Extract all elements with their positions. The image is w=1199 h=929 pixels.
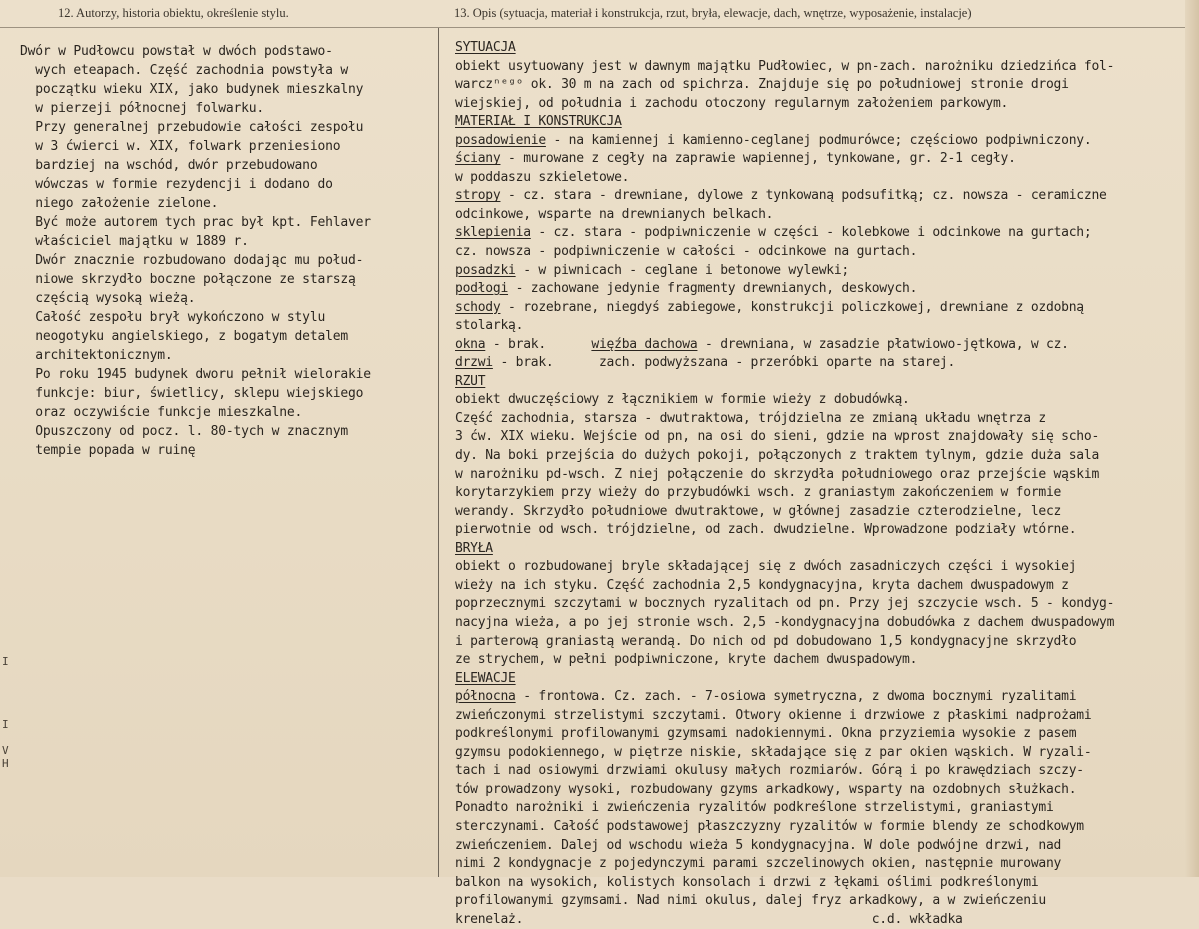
line-text: zwieńczeniem. Dalej od wschodu wieża 5 kondygnacyjna. W dole podwójne drzwi, nad [455, 837, 1062, 853]
line-text: i parterową graniastą werandą. Do nich od pd dobudowano 1,5 kondygnacyjne skrzydło [455, 633, 1077, 649]
history-line: właściciel majątku w 1889 r. [20, 234, 249, 249]
description-line [455, 317, 1185, 336]
underlined-term: stropy [455, 188, 501, 204]
section-12-heading: 12. Autorzy, historia obiektu, określenie stylu. [58, 6, 289, 20]
underlined-term: MATERIAŁ I KONSTRUKCJA [455, 114, 622, 130]
page-edge [1185, 0, 1199, 877]
description-line [455, 503, 1185, 522]
history-line: Przy generalnej przebudowie całości zespołu [20, 120, 364, 135]
description-line [455, 280, 1185, 299]
history-line: oraz oczywiście funkcje mieszkalne. [20, 405, 303, 420]
history-line: Opuszczony od pocz. l. 80-tych w znacznym [20, 424, 348, 439]
margin-mark: I [2, 718, 9, 731]
description-line [455, 466, 1185, 485]
line-text: balkon na wysokich, kolistych konsolach i drzwi z łękami oślimi podkreślonymi [455, 874, 1039, 890]
line-text: cz. nowsza - podpiwniczenie w całości - odcinkowe na gurtach. [455, 244, 918, 260]
history-line: niego założenie zielone. [20, 196, 219, 211]
history-line: Dwór w Pudłowcu powstał w dwóch podstawo- [20, 44, 333, 59]
description-line [455, 725, 1185, 744]
history-line: wych eteapach. Część zachodnia powstyła w [20, 63, 348, 78]
line-text: obiekt o rozbudowanej bryle składającej się z dwóch zasadniczych części i wysokiej [455, 559, 1077, 575]
line-text: tów prowadzony wysoki, rozbudowany gzyms arkadkowy, wsparty na ozdobnych służkach. [455, 781, 1077, 797]
underlined-term: RZUT [455, 373, 486, 389]
description-line [455, 633, 1185, 652]
line-text: obiekt usytuowany jest w dawnym majątku Pudłowiec, w pn-zach. narożniku dziedzińca fol- [455, 58, 1115, 74]
history-line: częścią wysoką wieżą. [20, 291, 196, 306]
margin-mark: H [2, 757, 9, 770]
history-line: początku wieku XIX, jako budynek mieszkalny [20, 82, 364, 97]
underlined-term: schody [455, 299, 501, 315]
description-line [455, 614, 1185, 633]
description-line [455, 651, 1185, 670]
line-text: Ponadto narożniki i zwieńczenia ryzalitów podkreślone strzelistymi, graniastymi [455, 800, 1054, 816]
underlined-term: sklepienia [455, 225, 531, 241]
line-text: obiekt dwuczęściowy z łącznikiem w formie wieży z dobudówką. [455, 392, 910, 408]
underlined-term: ściany [455, 151, 501, 167]
history-line: Dwór znacznie rozbudowano dodając mu połud- [20, 253, 364, 268]
line-text: dy. Na boki przejścia do dużych pokoji, połączonych z traktem tylnym, gdzie duża sala [455, 448, 1100, 464]
line-text: gzymsu podokiennego, w piętrze niskie, składające się z par okien wąskich. W ryzali- [455, 744, 1092, 760]
description-line [455, 169, 1185, 188]
section-13-heading: 13. Opis (sytuacja, materiał i konstrukcja, rzut, bryła, elewacje, dach, wnętrze, wyposażenie, instalacje) [454, 6, 972, 20]
description-line [455, 799, 1185, 818]
description-line [455, 39, 1185, 58]
line-text: w poddaszu szkieletowe. [455, 169, 630, 185]
description-line [455, 818, 1185, 837]
description-line [455, 670, 1185, 689]
description-line [455, 595, 1185, 614]
description-line [455, 224, 1185, 243]
description-line [455, 688, 1185, 707]
history-line: niowe skrzydło boczne połączone ze starszą [20, 272, 356, 287]
line-text: wiejskiej, od południa i zachodu otoczony regularnym założeniem parkowym. [455, 95, 1009, 111]
history-line: wówczas w formie rezydencji i dodano do [20, 177, 333, 192]
line-text: nacyjna wieża, a po jej stronie wsch. 2,5 -kondygnacyjna dobudówka z dachem dwuspadowym [455, 614, 1115, 630]
description-line [455, 837, 1185, 856]
underlined-term: drzwi [455, 355, 493, 371]
description-line [455, 558, 1185, 577]
line-text: odcinkowe, wsparte na drewnianych belkach. [455, 206, 774, 222]
description-text-column [455, 39, 1185, 929]
line-text: podkreślonymi profilowanymi gzymsami nadokiennymi. Okna przyziemia wysokie z pasem [455, 726, 1077, 742]
line-text: wieży na ich styku. Część zachodnia 2,5 kondygnacyjna, kryta dachem dwuspadowym z [455, 577, 1069, 593]
line-text: - murowane z cegły na zaprawie wapiennej, tynkowane, gr. 2-1 cegły. [500, 151, 1016, 167]
line-text: - cz. stara - podpiwniczenie w części - kolebkowe i odcinkowe na gurtach; [530, 225, 1092, 241]
line-text: nimi 2 kondygnacje z pojedynczymi parami szczelinowych okien, następnie murowany [455, 856, 1062, 872]
margin-mark: I [2, 655, 9, 668]
description-line [455, 150, 1185, 169]
history-line: funkcje: biur, świetlicy, sklepu wiejskiego [20, 386, 364, 401]
history-line: Być może autorem tych prac był kpt. Fehlaver [20, 215, 371, 230]
underlined-term: BRYŁA [455, 540, 493, 556]
description-line [455, 484, 1185, 503]
underlined-term: posadowienie [455, 132, 546, 148]
underlined-term: ELEWACJE [455, 670, 516, 686]
description-line [455, 76, 1185, 95]
description-line [455, 262, 1185, 281]
line-text: - w piwnicach - ceglane i betonowe wylewki; [515, 262, 849, 278]
description-line [455, 707, 1185, 726]
line-text: - frontowa. Cz. zach. - 7-osiowa symetryczna, z dwoma bocznymi ryzalitami [515, 689, 1077, 705]
line-text: - brak. zach. podwyższana - przeróbki oparte na starej. [492, 355, 956, 371]
history-line: tempie popada w ruinę [20, 443, 196, 458]
line-text: - drewniana, w zasadzie płatwiowo-jętkowa, w cz. [697, 336, 1069, 352]
history-line: neogotyku angielskiego, z bogatym detalem [20, 329, 348, 344]
line-text: pierwotnie od wsch. trójdzielne, od zach. dwudzielne. Wprowadzone podziały wtórne. [455, 522, 1077, 538]
description-line [455, 410, 1185, 429]
line-text: werandy. Skrzydło południowe dwutraktowe, w głównej zasadzie czterodzielne, lecz [455, 503, 1062, 519]
column-divider [438, 28, 439, 877]
description-line [455, 391, 1185, 410]
description-line [455, 521, 1185, 540]
description-line [455, 243, 1185, 262]
description-line [455, 447, 1185, 466]
description-line [455, 299, 1185, 318]
line-text: ze strychem, w pełni podpiwniczone, kryte dachem dwuspadowym. [455, 652, 918, 668]
line-text: poprzecznymi szczytami w bocznych ryzalitach od pn. Przy jej szczycie wsch. 5 - kondyg- [455, 596, 1115, 612]
history-text-column [20, 42, 430, 460]
description-line [455, 540, 1185, 559]
underlined-term: okna [455, 336, 486, 352]
line-text: tach i nad osiowymi drzwiami okulusy małych rozmiarów. Górą i po krawędziach szczy- [455, 763, 1084, 779]
line-text: zwieńczonymi strzelistymi szczytami. Otwory okienne i drzwiowe z płaskimi nadprożami [455, 707, 1092, 723]
underlined-term: północna [455, 689, 516, 705]
line-text: - rozebrane, niegdyś zabiegowe, konstrukcji policzkowej, drewniane z ozdobną [500, 299, 1084, 315]
description-line [455, 577, 1185, 596]
description-line [455, 132, 1185, 151]
line-text: Część zachodnia, starsza - dwutraktowa, trójdzielna ze zmianą układu wnętrza z [455, 410, 1046, 426]
description-line [455, 95, 1185, 114]
description-line [455, 113, 1185, 132]
margin-mark: V [2, 744, 9, 757]
description-line [455, 855, 1185, 874]
description-line [455, 336, 1185, 355]
underlined-term: posadzki [455, 262, 516, 278]
description-line [455, 187, 1185, 206]
description-line [455, 373, 1185, 392]
history-line: w pierzeji północnej folwarku. [20, 101, 265, 116]
line-text: warczⁿᵉᵍᵒ ok. 30 m na zach od spichrza. Znajduje się po południowej stronie drogi [455, 77, 1069, 93]
description-line [455, 428, 1185, 447]
history-line: Całość zespołu brył wykończono w stylu [20, 310, 326, 325]
line-text: sterczynami. Całość podstawowej płaszczyzny ryzalitów w formie blendy ze schodkowym [455, 818, 1084, 834]
line-text: - zachowane jedynie fragmenty drewnianych, deskowych. [508, 281, 918, 297]
line-text: stolarką. [455, 318, 524, 334]
description-line [455, 911, 1185, 929]
history-line: bardziej na wschód, dwór przebudowano [20, 158, 318, 173]
description-line [455, 874, 1185, 893]
description-line [455, 744, 1185, 763]
description-line [455, 354, 1185, 373]
line-text: - brak. [485, 336, 592, 352]
underlined-term: podłogi [455, 281, 509, 297]
description-line [455, 892, 1185, 911]
line-text: 3 ćw. XIX wieku. Wejście od pn, na osi do sieni, gdzie na wprost znajdowały się scho- [455, 429, 1100, 445]
underlined-term: więźba dachowa [591, 336, 698, 352]
line-text: - na kamiennej i kamienno-ceglanej podmurówce; częściowo podpiwniczony. [545, 132, 1092, 148]
description-line [455, 762, 1185, 781]
description-line [455, 206, 1185, 225]
top-rule [0, 27, 1199, 28]
history-line: architektonicznym. [20, 348, 173, 363]
line-text: w narożniku pd-wsch. Z niej połączenie do skrzydła południowego oraz przejście wąskim [455, 466, 1100, 482]
line-text: krenelaż. c.d. wkładka [455, 911, 963, 927]
line-text: - cz. stara - drewniane, dylowe z tynkowaną podsufitką; cz. nowsza - ceramiczne [500, 188, 1107, 204]
line-text: korytarzykiem przy wieży do przybudówki wsch. z graniastym zakończeniem w formie [455, 485, 1062, 501]
underlined-term: SYTUACJA [455, 40, 516, 55]
description-line [455, 781, 1185, 800]
description-line [455, 58, 1185, 77]
history-line: w 3 ćwierci w. XIX, folwark przeniesiono [20, 139, 341, 154]
line-text: profilowanymi gzymsami. Nad nimi okulus, dalej fryz arkadkowy, a w zwieńczeniu [455, 893, 1046, 909]
history-line: Po roku 1945 budynek dworu pełnił wielorakie [20, 367, 371, 382]
